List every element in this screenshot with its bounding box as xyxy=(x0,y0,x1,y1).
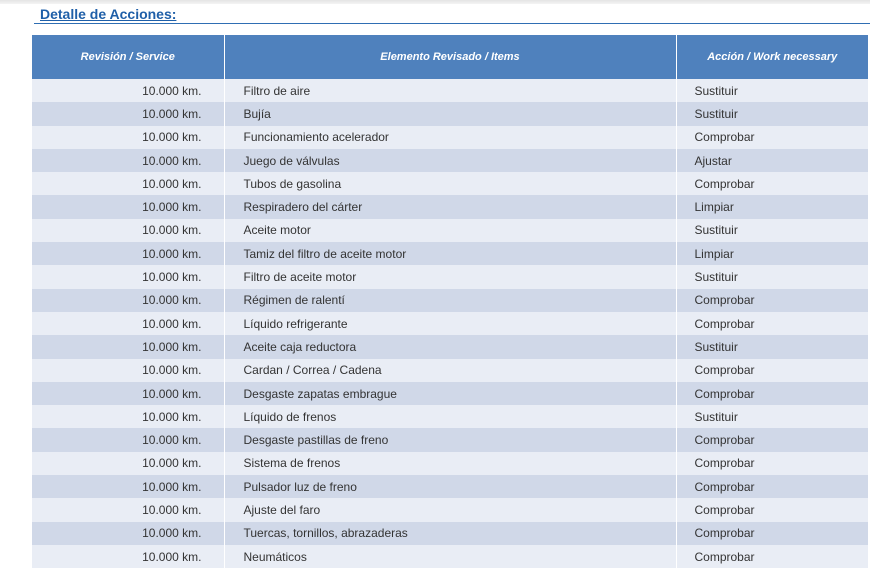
table-row xyxy=(32,428,868,451)
cell-action: Comprobar xyxy=(676,289,868,312)
table-row xyxy=(32,522,868,545)
cell-action: Limpiar xyxy=(676,242,868,265)
cell-action: Comprobar xyxy=(676,428,868,451)
table-row xyxy=(32,195,868,218)
cell-service: 10.000 km. xyxy=(32,498,224,521)
cell-action: Comprobar xyxy=(676,172,868,195)
cell-service: 10.000 km. xyxy=(32,359,224,382)
table-row xyxy=(32,102,868,125)
cell-service: 10.000 km. xyxy=(32,242,224,265)
section-heading xyxy=(34,6,870,24)
table-row xyxy=(32,359,868,382)
cell-service: 10.000 km. xyxy=(32,102,224,125)
table-row xyxy=(32,312,868,335)
cell-action: Comprobar xyxy=(676,312,868,335)
cell-action: Limpiar xyxy=(676,195,868,218)
cell-action: Sustituir xyxy=(676,405,868,428)
cell-service: 10.000 km. xyxy=(32,545,224,568)
cell-action: Comprobar xyxy=(676,475,868,498)
cell-service: 10.000 km. xyxy=(32,428,224,451)
cell-action: Comprobar xyxy=(676,545,868,568)
cell-service: 10.000 km. xyxy=(32,312,224,335)
table-row xyxy=(32,265,868,288)
table-row xyxy=(32,382,868,405)
cell-item: Líquido refrigerante xyxy=(224,312,676,335)
cell-action: Sustituir xyxy=(676,219,868,242)
cell-service: 10.000 km. xyxy=(32,265,224,288)
cell-item: Líquido de frenos xyxy=(224,405,676,428)
table-row xyxy=(32,79,868,102)
cell-action: Sustituir xyxy=(676,102,868,125)
table-row xyxy=(32,498,868,521)
cell-item: Juego de válvulas xyxy=(224,149,676,172)
cell-item: Aceite caja reductora xyxy=(224,335,676,358)
cell-service: 10.000 km. xyxy=(32,126,224,149)
cell-item: Régimen de ralentí xyxy=(224,289,676,312)
cell-service: 10.000 km. xyxy=(32,522,224,545)
table-row xyxy=(32,545,868,568)
actions-table xyxy=(32,35,868,568)
cell-item: Aceite motor xyxy=(224,219,676,242)
table-header-row xyxy=(32,35,868,79)
cell-item: Bujía xyxy=(224,102,676,125)
table-row xyxy=(32,242,868,265)
column-header-service: Revisión / Service xyxy=(32,35,224,79)
table-row xyxy=(32,475,868,498)
cell-item: Respiradero del cárter xyxy=(224,195,676,218)
table-row xyxy=(32,149,868,172)
table-row xyxy=(32,219,868,242)
cell-item: Neumáticos xyxy=(224,545,676,568)
cell-service: 10.000 km. xyxy=(32,405,224,428)
column-header-item: Elemento Revisado / Items xyxy=(224,35,676,79)
table-row xyxy=(32,172,868,195)
cell-action: Ajustar xyxy=(676,149,868,172)
table-row xyxy=(32,405,868,428)
cell-service: 10.000 km. xyxy=(32,219,224,242)
cell-item: Ajuste del faro xyxy=(224,498,676,521)
table-row xyxy=(32,126,868,149)
section-heading-text: Detalle de Acciones: xyxy=(40,6,177,22)
cell-service: 10.000 km. xyxy=(32,149,224,172)
cell-item: Tubos de gasolina xyxy=(224,172,676,195)
cell-action: Sustituir xyxy=(676,79,868,102)
cell-service: 10.000 km. xyxy=(32,289,224,312)
cell-action: Comprobar xyxy=(676,382,868,405)
cell-action: Comprobar xyxy=(676,452,868,475)
cell-action: Sustituir xyxy=(676,335,868,358)
table-row xyxy=(32,335,868,358)
cell-action: Comprobar xyxy=(676,498,868,521)
cell-item: Filtro de aire xyxy=(224,79,676,102)
cell-action: Comprobar xyxy=(676,126,868,149)
cell-service: 10.000 km. xyxy=(32,195,224,218)
cell-service: 10.000 km. xyxy=(32,475,224,498)
cell-service: 10.000 km. xyxy=(32,79,224,102)
cell-item: Sistema de frenos xyxy=(224,452,676,475)
cell-action: Comprobar xyxy=(676,522,868,545)
cell-service: 10.000 km. xyxy=(32,382,224,405)
cell-action: Sustituir xyxy=(676,265,868,288)
cell-service: 10.000 km. xyxy=(32,335,224,358)
cell-item: Filtro de aceite motor xyxy=(224,265,676,288)
top-strip xyxy=(0,0,870,4)
cell-item: Funcionamiento acelerador xyxy=(224,126,676,149)
cell-service: 10.000 km. xyxy=(32,172,224,195)
cell-item: Tamiz del filtro de aceite motor xyxy=(224,242,676,265)
table-body xyxy=(32,79,868,568)
cell-item: Desgaste zapatas embrague xyxy=(224,382,676,405)
table-row xyxy=(32,452,868,475)
cell-item: Tuercas, tornillos, abrazaderas xyxy=(224,522,676,545)
cell-item: Pulsador luz de freno xyxy=(224,475,676,498)
table-row xyxy=(32,289,868,312)
cell-item: Cardan / Correa / Cadena xyxy=(224,359,676,382)
cell-action: Comprobar xyxy=(676,359,868,382)
cell-item: Desgaste pastillas de freno xyxy=(224,428,676,451)
column-header-action: Acción / Work necessary xyxy=(676,35,868,79)
cell-service: 10.000 km. xyxy=(32,452,224,475)
